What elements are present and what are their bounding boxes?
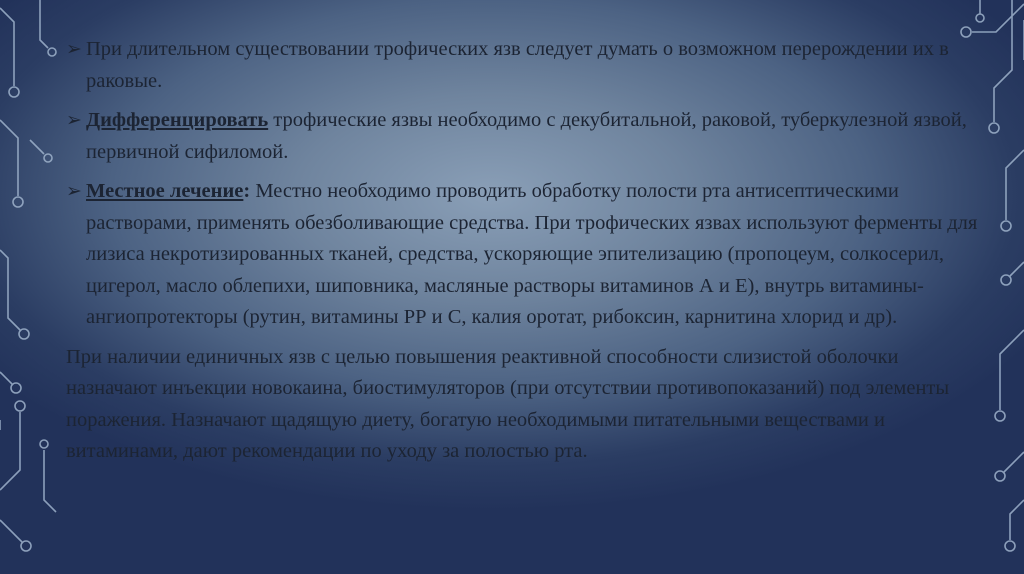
- bullet-3-keyword: Местное лечение: [86, 180, 244, 202]
- treatment-paragraph: При наличии единичных язв с целью повышения реактивной способности слизистой оболочки назначают инъекции новокаина, биостимуляторов (при отсутствии противопоказаний) под элементы поражения. Назначают щадящую диету, богатую необходимыми питательными веществами и витаминами, дают рекомендации по уходу за полостью рта.: [66, 345, 950, 462]
- bullet-3-text: Местно необходимо проводить обработку полости рта антисептическими растворами, применять обезболивающие средства. При трофических язвах используют ферменты для лизиса некротизированных тканей, средства, ускоряющие эпителизацию (пропоцеум, солкосерил, цигерол, масло облепихи, шиповника, масляные растворы витаминов А и Е), внутрь витамины-ангиопротекторы (рутин, витамины РР и С, калия оротат, рибоксин, карнитина хлорид и др).: [86, 180, 978, 328]
- arrow-bullet-icon: ➢: [66, 39, 82, 60]
- bullet-2-text: трофические язвы необходимо с декубитальной, раковой, туберкулезной язвой, первичной сифиломой.: [86, 109, 967, 163]
- bullet-2: [66, 105, 986, 168]
- circuit-lines-left: [0, 0, 56, 551]
- bullet-1-text: При длительном существовании трофических язв следует думать о возможном перерождении их в раковые.: [86, 38, 949, 92]
- arrow-bullet-icon: ➢: [66, 110, 82, 131]
- bullet-3-colon: :: [243, 180, 251, 202]
- slide-content: [66, 34, 986, 468]
- bullet-1: [66, 34, 986, 97]
- arrow-bullet-icon: ➢: [66, 181, 82, 202]
- bullet-2-keyword: Дифференцировать: [86, 109, 269, 131]
- bullet-3: [66, 176, 986, 334]
